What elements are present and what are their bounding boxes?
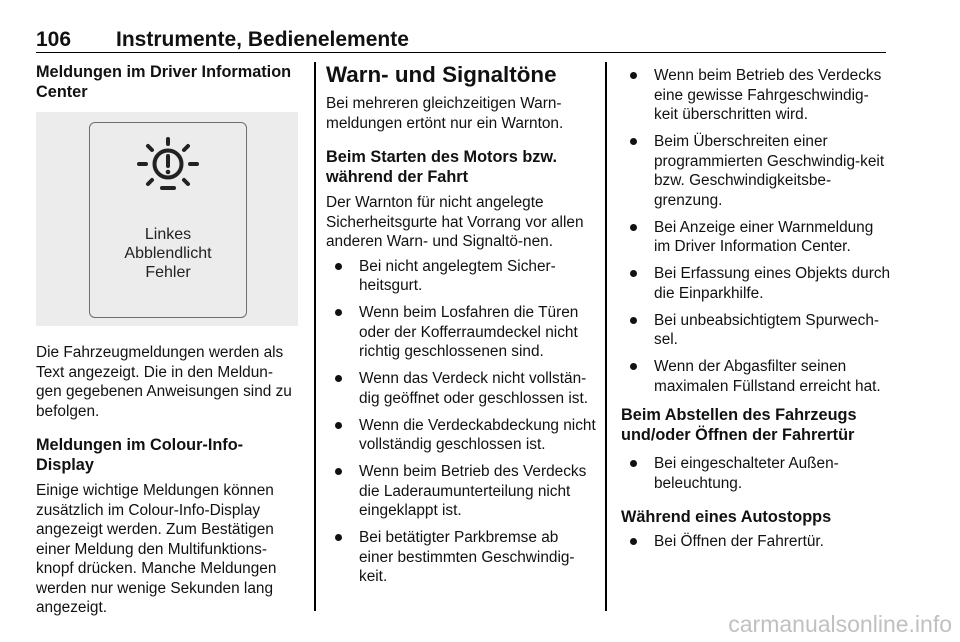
list-item: Bei betätigter Parkbremse ab einer bestimmten Geschwindig-keit. [326, 528, 596, 587]
heading-warning-tones: Warn- und Signaltöne [326, 62, 557, 87]
list-item: Beim Überschreiten einer programmierten Geschwindig-keit bzw. Geschwindigkeitsbe-grenzung. [621, 132, 891, 210]
paragraph-dic: Die Fahrzeugmeldungen werden als Text angezeigt. Die in den Meldun-gen gegebenen Anweisungen sind zu befolgen. [36, 344, 292, 420]
list-autostop-conditions [621, 532, 891, 552]
display-panel [89, 122, 247, 318]
list-item: Bei Erfassung eines Objekts durch die Einparkhilfe. [621, 264, 891, 303]
lamp-warning-icon [132, 134, 204, 208]
list-item: Wenn das Verdeck nicht vollstän-dig geöffnet oder geschlossen ist. [326, 369, 596, 408]
dic-message-figure [36, 112, 298, 326]
heading-dic-messages: Meldungen im Driver Information Center [36, 63, 292, 101]
column-left [36, 62, 298, 618]
column-right [621, 62, 891, 559]
list-item: Bei unbeabsichtigtem Spurwech-sel. [621, 311, 891, 350]
column-divider-2 [605, 62, 607, 611]
list-warning-conditions [326, 257, 596, 587]
watermark: carmanualsonline.info [728, 611, 952, 637]
figure-label-line2: Abblendlicht [124, 245, 212, 262]
page-number: 106 [36, 28, 72, 51]
figure-label-line1: Linkes [144, 226, 192, 243]
list-item: Wenn beim Losfahren die Türen oder der Kofferraumdeckel nicht richtig geschlossenen sind. [326, 303, 596, 362]
heading-autostop: Während eines Autostopps [621, 508, 832, 526]
column-divider-1 [314, 62, 316, 611]
list-warning-conditions-continued [621, 66, 891, 396]
column-middle [326, 62, 596, 594]
list-item: Bei Öffnen der Fahrertür. [621, 532, 891, 552]
paragraph-colour-info: Einige wichtige Meldungen können zusätzlich im Colour-Info-Display angezeigt werden. Zum Bestätigen einer Meldung den Multifunktions-knopf drücken. Manche Meldungen werden nur wenige Sekunden lang angezeigt. [36, 482, 277, 616]
heading-colour-info-display: Meldungen im Colour-Info-Display [36, 436, 244, 474]
chapter-title: Instrumente, Bedienelemente [116, 28, 409, 51]
list-item: Wenn die Verdeckabdeckung nicht vollständig geschlossen ist. [326, 416, 596, 455]
list-item: Wenn der Abgasfilter seinen maximalen Füllstand erreicht hat. [621, 357, 891, 396]
paragraph-seatbelt-priority: Der Warnton für nicht angelegte Sicherheitsgurte hat Vorrang vor allen anderen Warn- und Signaltö-nen. [326, 194, 584, 250]
list-item: Bei Anzeige einer Warnmeldung im Driver Information Center. [621, 218, 891, 257]
list-item: Bei nicht angelegtem Sicher-heitsgurt. [326, 257, 596, 296]
list-item: Wenn beim Betrieb des Verdecks die Laderaumunterteilung nicht eingeklappt ist. [326, 462, 596, 521]
list-item: Wenn beim Betrieb des Verdecks eine gewisse Fahrgeschwindig-keit überschritten wird. [621, 66, 891, 125]
paragraph-warning-tones: Bei mehreren gleichzeitigen Warn-meldungen ertönt nur ein Warnton. [326, 95, 564, 132]
page-header [36, 12, 886, 53]
heading-engine-start: Beim Starten des Motors bzw. während der Fahrt [326, 148, 557, 186]
list-item: Bei eingeschalteter Außen-beleuchtung. [621, 454, 891, 493]
figure-label-line3: Fehler [145, 264, 191, 281]
list-parking-conditions [621, 454, 891, 493]
heading-parking-door: Beim Abstellen des Fahrzeugs und/oder Öffnen der Fahrertür [621, 406, 857, 444]
